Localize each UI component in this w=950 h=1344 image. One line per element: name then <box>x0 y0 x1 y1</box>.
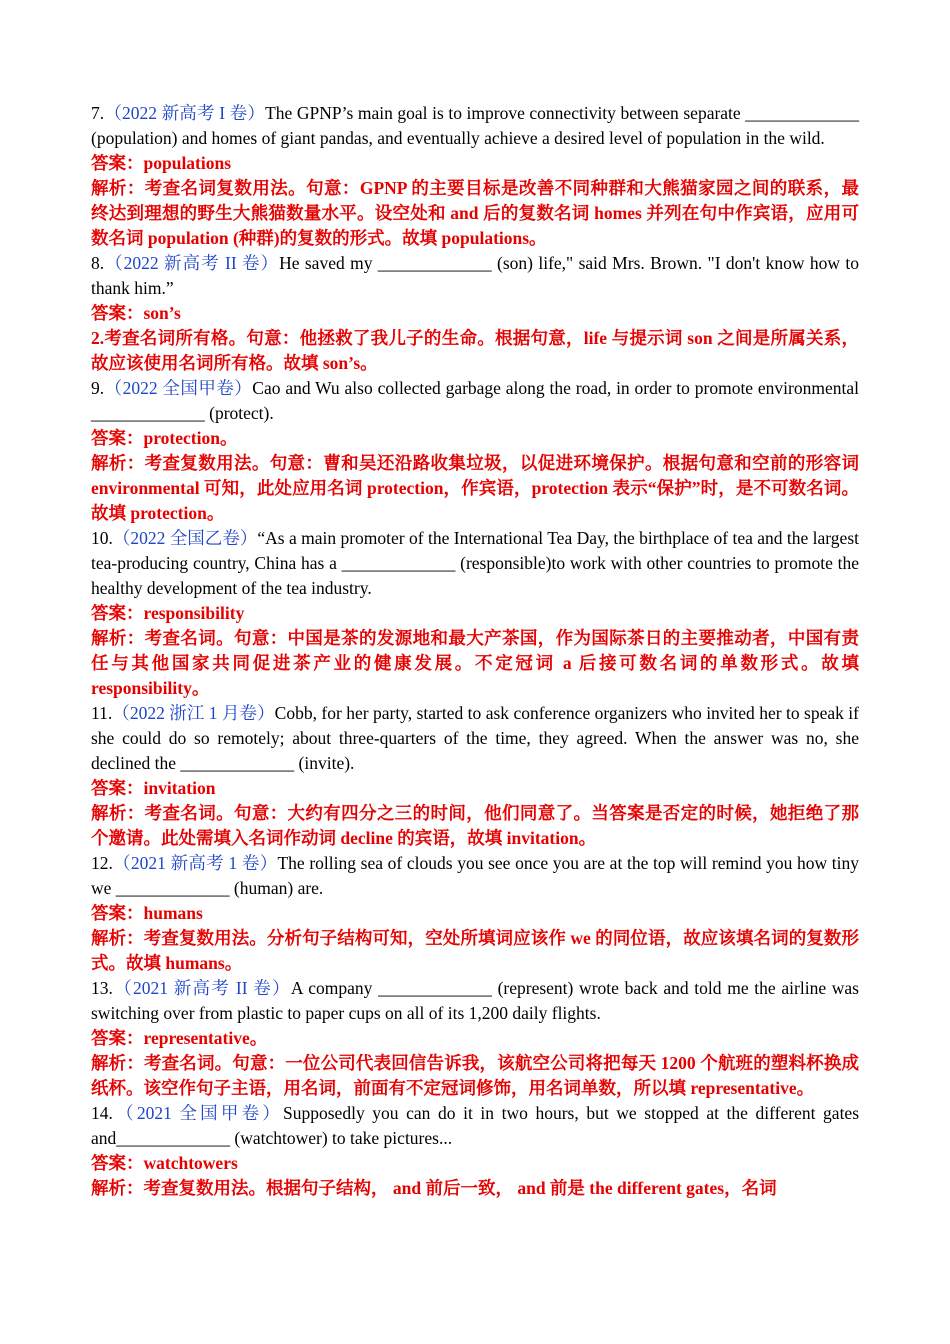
question-source: （2021 新高考 1 卷） <box>112 853 278 873</box>
question-source: （2022 全国乙卷） <box>112 528 258 548</box>
question-body: “As a main promoter of the International Tea Day, the birthplace of tea and the largest tea-producing country, China has a _____________ (responsible)to work with other countries to promote the healthy development of the tea industry. <box>91 528 859 598</box>
question-item-8 <box>91 251 859 376</box>
question-item-11 <box>91 701 859 851</box>
question-item-12 <box>91 851 859 976</box>
answer-line: 答案：responsibility <box>91 603 245 623</box>
explanation-text: 解析：考查复数用法。根据句子结构， and 前后一致， and 前是 the different gates，名词 <box>91 1178 777 1198</box>
question-text <box>91 251 859 301</box>
question-body: The rolling sea of clouds you see once you are at the top will remind you how tiny we _____________ (human) are. <box>91 853 859 898</box>
answer-line: 答案：populations <box>91 153 232 173</box>
question-number: 7. <box>91 103 105 123</box>
question-body: Cobb, for her party, started to ask conference organizers who invited her to speak if she could do so remotely; about three-quarters of the time, they agreed. When the answer was no, she declined the _____________ (invite). <box>91 703 859 773</box>
question-source: （2022 新高考 II 卷） <box>104 253 280 273</box>
explanation-text: 解析：考查复数用法。句意：曹和吴还沿路收集垃圾，以促进环境保护。根据句意和空前的形容词 environmental 可知，此处应用名词 protection，作宾语，protection 表示“保护”时，是不可数名词。故填 protection。 <box>91 453 859 523</box>
explanation-text: 解析：考查名词。句意：大约有四分之三的时间，他们同意了。当答案是否定的时候，她拒绝了那个邀请。此处需填入名词作动词 decline 的宾语，故填 invitation。 <box>91 803 859 848</box>
question-item-13 <box>91 976 859 1101</box>
question-number: 12. <box>91 853 113 873</box>
explanation-text: 解析：考查名词复数用法。句意：GPNP 的主要目标是改善不同种群和大熊猫家园之间的联系，最终达到理想的野生大熊猫数量水平。设空处和 and 后的复数名词 homes 并列在句中作宾语，应用可数名词 population (种群)的复数的形式。故填 populations。 <box>91 178 859 248</box>
question-number: 14. <box>91 1103 113 1123</box>
question-source: （2022 新高考 I 卷） <box>104 103 266 123</box>
question-body: Cao and Wu also collected garbage along the road, in order to promote environmental _____________ (protect). <box>91 378 859 423</box>
question-number: 13. <box>91 978 113 998</box>
question-body: He saved my _____________ (son) life," said Mrs. Brown. "I don't know how to thank him.” <box>91 253 859 298</box>
answer-line: 答案：invitation <box>91 778 216 798</box>
answer-line: 答案：protection。 <box>91 428 238 448</box>
question-number: 11. <box>91 703 113 723</box>
explanation-text: 解析：考查名词。句意：一位公司代表回信告诉我，该航空公司将把每天 1200 个航班的塑料杯换成纸杯。该空作句子主语，用名词，前面有不定冠词修饰，用名词单数，所以填 representative。 <box>91 1053 859 1098</box>
explanation-text: 解析：考查复数用法。分析句子结构可知，空处所填词应该作 we 的同位语，故应该填名词的复数形式。故填 humans。 <box>91 928 859 973</box>
explanation-text: 解析：考查名词。句意：中国是茶的发源地和最大产茶国，作为国际茶日的主要推动者，中国有责任与其他国家共同促进茶产业的健康发展。不定冠词 a 后接可数名词的单数形式。故填 responsibility。 <box>91 628 859 698</box>
question-item-7 <box>91 101 859 251</box>
question-source: （2021 新高考 II 卷） <box>112 978 291 998</box>
question-item-9 <box>91 376 859 526</box>
question-source: （2022 全国甲卷） <box>104 378 253 398</box>
question-item-10 <box>91 526 859 701</box>
question-source: （2021 全国甲卷） <box>112 1103 284 1123</box>
question-source: （2022 浙江 1 月卷） <box>112 703 275 723</box>
question-text <box>91 1101 859 1151</box>
explanation-text: 2.考查名词所有格。句意：他拯救了我儿子的生命。根据句意，life 与提示词 son 之间是所属关系，故应该使用名词所有格。故填 son’s。 <box>91 328 859 373</box>
answer-line: 答案：son’s <box>91 303 181 323</box>
question-item-14 <box>91 1101 859 1201</box>
question-number: 8. <box>91 253 105 273</box>
question-body: Supposedly you can do it in two hours, but we stopped at the different gates and_____________ (watchtower) to take pictures... <box>91 1103 860 1148</box>
answer-line: 答案：representative。 <box>91 1028 268 1048</box>
question-number: 10. <box>91 528 113 548</box>
question-number: 9. <box>91 378 105 398</box>
question-text <box>91 526 859 601</box>
question-text <box>91 701 859 776</box>
question-body: A company _____________ (represent) wrote back and told me the airline was switching over from plastic to paper cups on all of its 1,200 daily flights. <box>91 978 859 1023</box>
answer-line: 答案：watchtowers <box>91 1153 238 1173</box>
document-page <box>91 101 859 1201</box>
answer-line: 答案：humans <box>91 903 203 923</box>
question-text <box>91 376 859 426</box>
question-text <box>91 976 859 1026</box>
question-text <box>91 101 859 151</box>
question-body: The GPNP’s main goal is to improve connectivity between separate _____________ (population) and homes of giant pandas, and eventually achieve a desired level of population in the wild. <box>91 103 860 148</box>
question-text <box>91 851 859 901</box>
